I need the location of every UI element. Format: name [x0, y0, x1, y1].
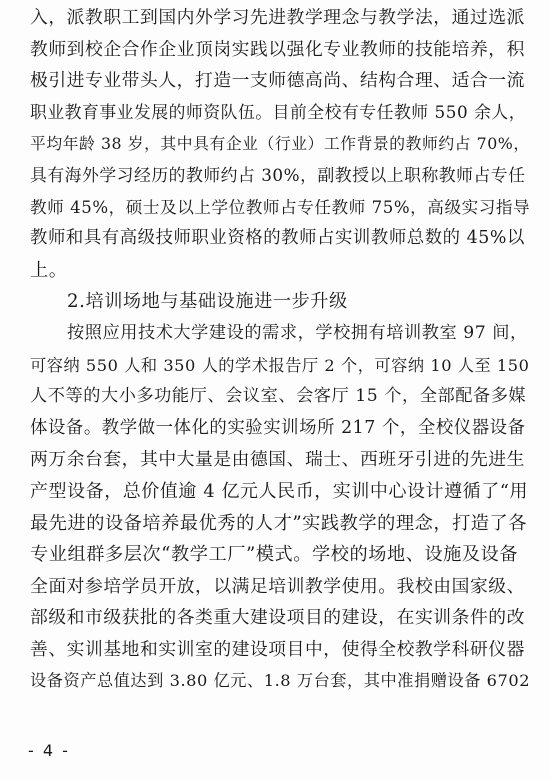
text-line: 平均年龄 38 岁，其中具有企业（行业）工作背景的教师约占 70%，	[30, 134, 530, 154]
text-line: 体设备。教学做一体化的实验实训场所 217 个，全校仪器设备	[30, 417, 526, 438]
text-line: 专业组群多层次“教学工厂”模式。学校的场地、设施及设备	[30, 544, 519, 566]
page-number: - 4 -	[28, 741, 70, 760]
text-line: 教师到校企合作企业顶岗实践以强化专业教师的技能培养，积	[30, 38, 525, 60]
text-line: 入，派教职工到国内外学习先进教学理念与教学法，通过选派	[30, 7, 525, 28]
section-heading: 2.培训场地与基础设施进一步升级	[67, 291, 348, 313]
text-line: 教师和具有高级技师职业资格的教师占实训教师总数的 45%以	[30, 228, 525, 249]
text-line: 极引进专业带头人，打造一支师德高尚、结构合理、适合一流	[30, 70, 525, 92]
text-line: 教师 45%，硕士及以上学位教师占专任教师 75%，高级实习指导	[30, 197, 531, 217]
text-line: 最先进的设备培养最优秀的人才”实践教学的理念，打造了各	[30, 512, 528, 534]
text-line: 全面对参培学员开放，以满足培训教学使用。我校由国家级、	[30, 575, 525, 597]
text-line: 两万余台套，其中大量是由德国、瑞士、西班牙引进的先进生	[30, 449, 525, 471]
text-line: 职业教育事业发展的师资队伍。目前全校有专任教师 550 余人，	[30, 101, 527, 122]
body-text	[30, 2, 530, 697]
text-line: 按照应用技术大学建设的需求，学校拥有培训教室 97 间，	[67, 322, 528, 343]
text-line: 产型设备，总价值逾 4 亿元人民币，实训中心设计遵循了“用	[30, 480, 529, 502]
text-line: 具有海外学习经历的教师约占 30%，副教授以上职称教师占专任	[30, 164, 526, 185]
text-line: 上。	[30, 259, 68, 281]
text-line: 人不等的大小多功能厅、会议室、会客厅 15 个，全部配备多媒	[30, 386, 527, 407]
text-line: 善、实训基地和实训室的建设项目中，使得全校教学科研仪器	[30, 638, 525, 660]
text-line: 可容纳 550 人和 350 人的学术报告厅 2 个，可容纳 10 人至 150	[30, 355, 530, 375]
text-line: 部级和市级获批的各类重大建设项目的建设，在实训条件的改	[30, 607, 525, 629]
text-line: 设备资产总值达到 3.80 亿元、1.8 万台套，其中准捐赠设备 6702	[30, 671, 531, 691]
